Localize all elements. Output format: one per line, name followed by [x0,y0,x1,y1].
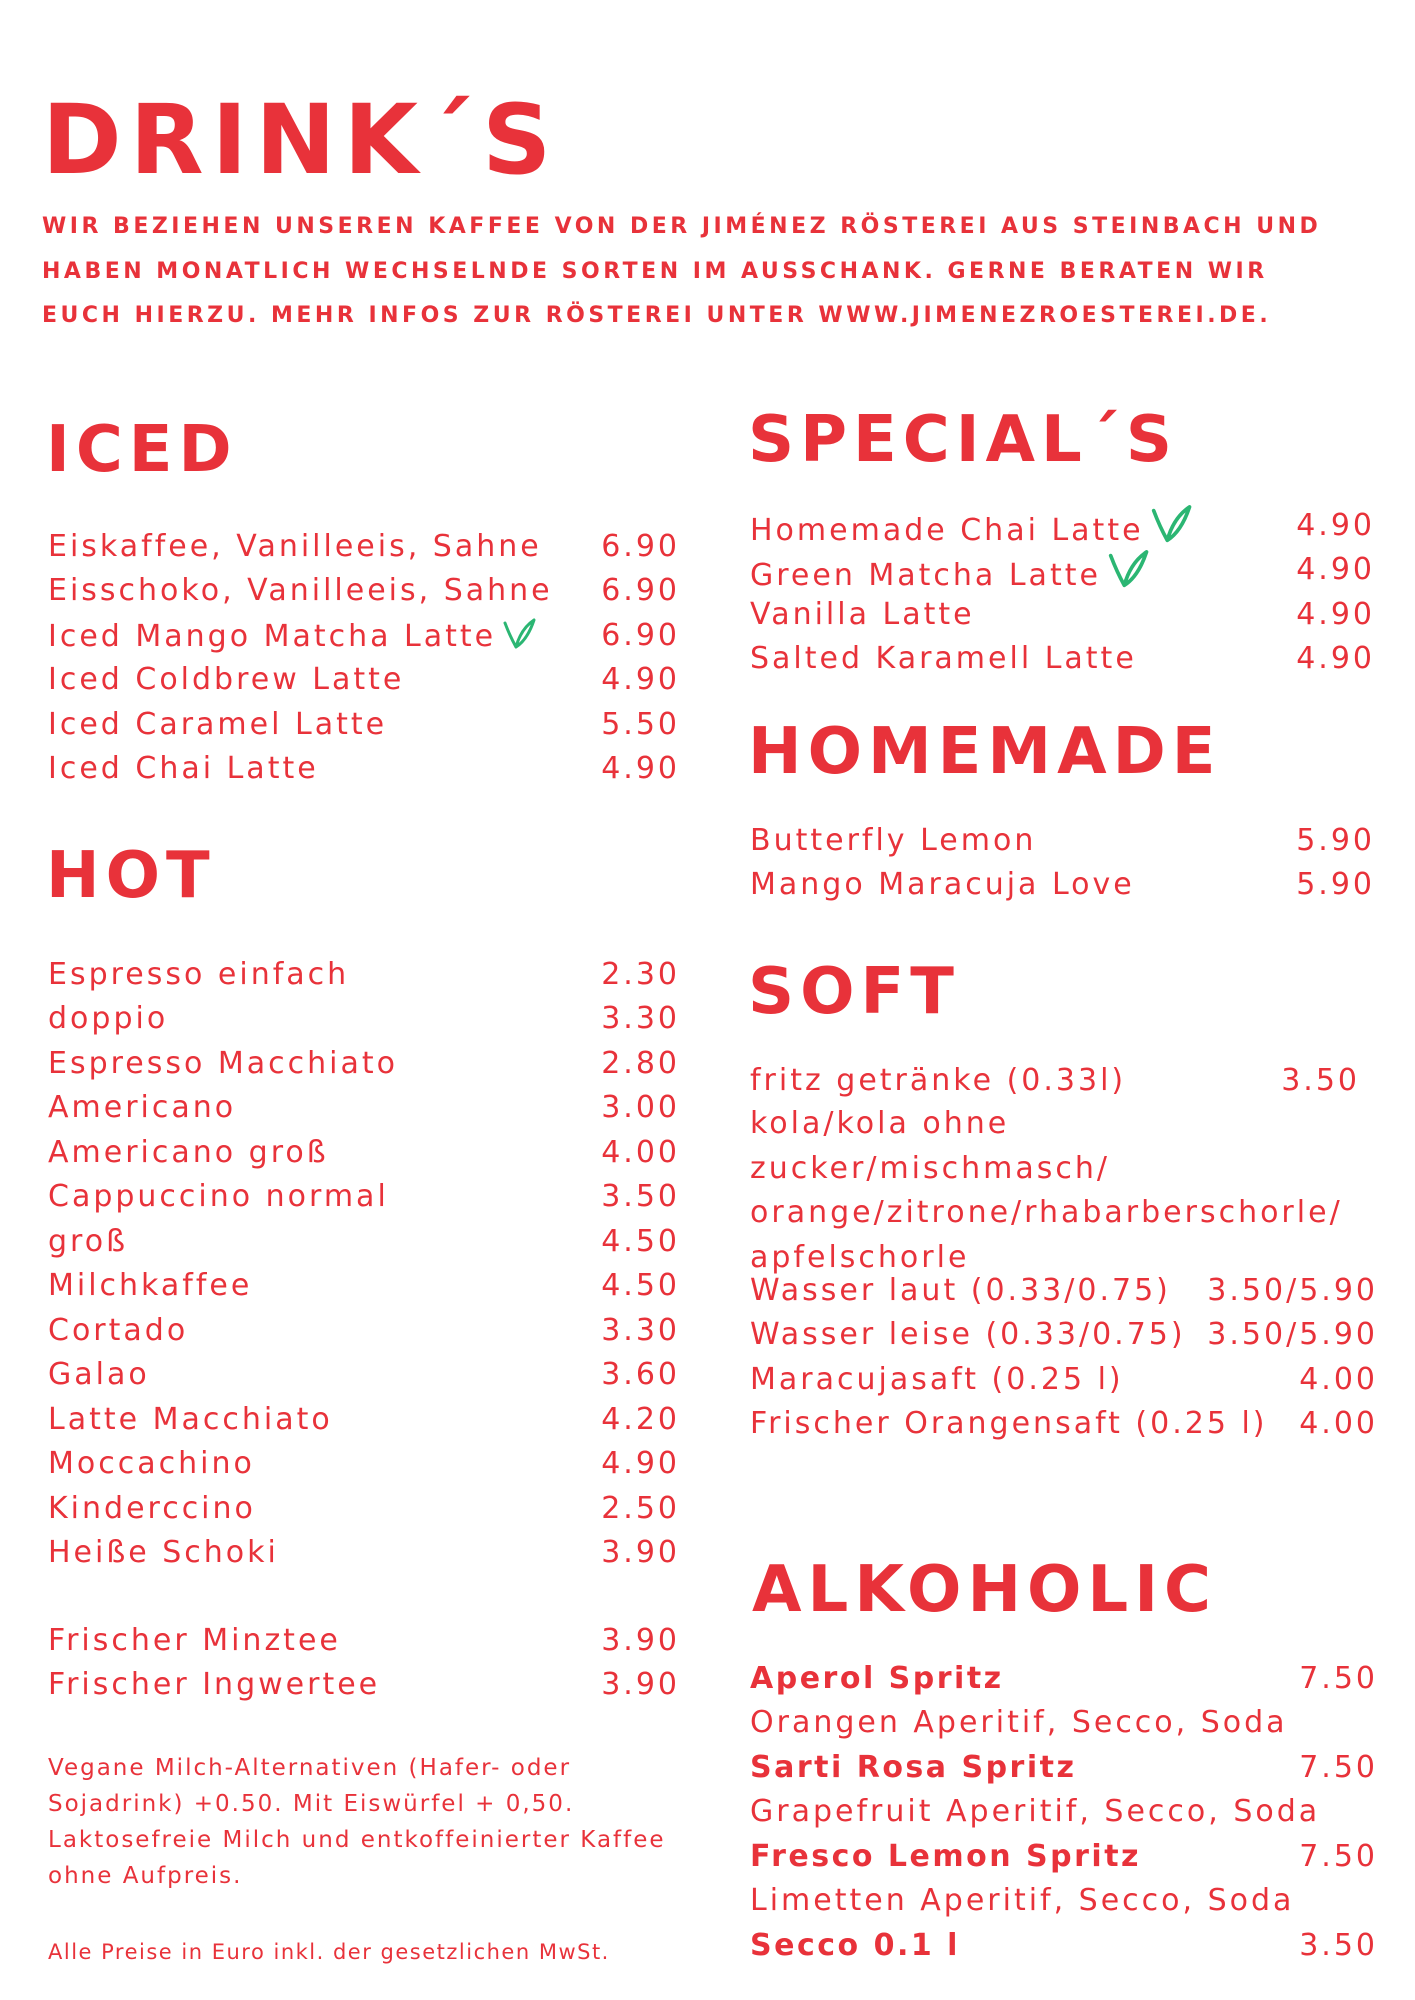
item-name: Heiße Schoki [48,1535,279,1571]
menu-item [750,1656,1378,1701]
item-name: Frischer Orangensaft (0.25 l) [750,1406,1268,1442]
item-price: 3.50 [1299,1927,1378,1963]
menu-item [48,747,680,792]
menu-item [48,1397,680,1442]
item-price: 3.50 [1281,1062,1360,1098]
item-price: 3.50 [601,1179,680,1215]
item-price: 4.90 [601,662,680,698]
homemade-heading: HOMEMADE [748,715,1222,789]
soft-list [750,1268,1378,1446]
item-name: Sarti Rosa Spritz [750,1749,1077,1785]
item-name: Mango Maracuja Love [750,867,1135,903]
menu-item [750,1834,1378,1879]
item-name: Eiskaffee, Vanilleeis, Sahne [48,528,542,564]
item-name: Wasser leise (0.33/0.75) [750,1317,1186,1353]
intro-text: WIR BEZIEHEN UNSEREN KAFFEE VON DER JIMÉNEZ RÖSTEREI AUS STEINBACH UND HABEN MONATLICH WECHSELNDE SORTEN IM AUSSCHANK. GERNE BERATEN WIR EUCH HIERZU. MEHR INFOS ZUR RÖSTEREI UNTER WWW.JIMENEZROESTEREI.DE. [42,214,1322,329]
hot-list [48,952,680,1575]
item-price: 3.30 [601,1312,680,1348]
menu-item [48,1308,680,1353]
fritz-item [750,1058,1360,1103]
menu-item [48,569,680,614]
item-name: Maracujasaft (0.25 l) [750,1361,1124,1397]
item-name: Galao [48,1357,150,1393]
menu-item [750,1357,1378,1402]
menu-item [750,637,1375,682]
item-price: 4.50 [601,1268,680,1304]
item-name: Eisschoko, Vanilleeis, Sahne [48,573,553,609]
item-price: 2.80 [601,1045,680,1081]
item-price: 7.50 [1299,1749,1378,1785]
menu-item [48,997,680,1042]
item-price: 4.90 [1296,552,1375,588]
item-name: Latte Macchiato [48,1401,333,1437]
item-price: 4.90 [1296,596,1375,632]
item-price: 3.90 [601,1622,680,1658]
alkoholic-list [750,1656,1378,1968]
item-name: Wasser laut (0.33/0.75) [750,1272,1171,1308]
item-price: 3.90 [601,1667,680,1703]
item-price: 6.90 [601,528,680,564]
hot-heading: HOT [46,839,216,913]
item-description [750,1790,1378,1835]
item-name: Vanilla Latte [750,596,975,632]
menu-item [48,1663,680,1708]
menu-item [48,658,680,703]
iced-list [48,524,680,791]
leaf-icon [1107,547,1149,589]
alkoholic-heading: ALKOHOLIC [752,1553,1217,1627]
menu-item [750,1923,1378,1968]
item-price: 6.90 [601,573,680,609]
item-name: Iced Chai Latte [48,751,319,787]
menu-item [48,1130,680,1175]
item-price: 4.90 [601,751,680,787]
item-name: Fresco Lemon Spritz [750,1838,1142,1874]
item-price: 2.30 [601,956,680,992]
menu-item [48,1219,680,1264]
menu-item [750,1745,1378,1790]
menu-item [750,548,1375,593]
item-name: Espresso Macchiato [48,1045,399,1081]
menu-item [48,524,680,569]
item-name: Iced Mango Matcha Latte [48,619,497,655]
soft-heading: SOFT [748,955,960,1029]
item-price: 3.00 [601,1090,680,1126]
menu-item [48,1264,680,1309]
menu-item [750,1313,1378,1358]
item-name: groß [48,1223,128,1259]
menu-item [750,592,1375,637]
item-name: Frischer Ingwertee [48,1667,381,1703]
item-price: 3.90 [601,1535,680,1571]
menu-item [48,1618,680,1663]
homemade-list [750,818,1375,907]
item-price: 5.90 [1296,822,1375,858]
menu-item [750,1402,1378,1447]
item-name: Green Matcha Latte [750,557,1101,593]
item-name: Iced Caramel Latte [48,706,388,742]
menu-item [48,952,680,997]
item-name: Americano [48,1090,237,1126]
item-name: Cappuccino normal [48,1179,389,1215]
menu-item [48,1486,680,1531]
menu-item [48,1175,680,1220]
fritz-flavors: kola/kola ohne zucker/mischmasch/ orange/zitrone/rhabarberschorle/ apfelschorle [750,1106,1343,1275]
item-name: Americano groß [48,1134,329,1170]
item-price: 4.90 [1296,641,1375,677]
menu-item [48,1086,680,1131]
item-price: 4.00 [1299,1361,1378,1397]
item-price: 3.50/5.90 [1207,1272,1378,1308]
item-price: 3.60 [601,1357,680,1393]
item-name: Espresso einfach [48,956,350,992]
item-price: 7.50 [1299,1660,1378,1696]
item-price: 3.50/5.90 [1207,1317,1378,1353]
milk-note: Vegane Milch-Alternativen (Hafer- oder Sojadrink) +0.50. Mit Eiswürfel + 0,50. Laktosefreie Milch und entkoffeinierter Kaffee ohne Aufpreis. [48,1755,666,1889]
menu-item [48,1442,680,1487]
menu-item [750,503,1375,548]
iced-heading: ICED [46,413,238,487]
item-price: 4.50 [601,1223,680,1259]
item-price: 5.50 [601,706,680,742]
item-name: fritz getränke (0.33l) [750,1062,1127,1098]
menu-item [48,1531,680,1576]
vat-note: Alle Preise in Euro inkl. der gesetzlichen MwSt. [48,1940,610,1964]
item-description [750,1879,1378,1924]
item-name: Cortado [48,1312,189,1348]
item-price: 3.30 [601,1001,680,1037]
menu-item [48,1041,680,1086]
item-name: Frischer Minztee [48,1622,341,1658]
specials-heading: SPECIAL´S [748,403,1178,477]
description-text: Grapefruit Aperitif, Secco, Soda [750,1794,1321,1830]
description-text: Orangen Aperitif, Secco, Soda [750,1705,1288,1741]
leaf-icon [502,616,536,650]
menu-item [750,1058,1360,1103]
specials-list [750,503,1375,681]
menu-item [750,1268,1378,1313]
tea-list [48,1618,680,1707]
menu-item [48,613,680,658]
item-price: 6.90 [601,617,680,653]
item-price: 4.20 [601,1401,680,1437]
leaf-icon [1150,502,1192,544]
item-name: Secco 0.1 l [750,1927,960,1963]
item-price: 5.90 [1296,867,1375,903]
item-name: Salted Karamell Latte [750,641,1137,677]
item-name: Moccachino [48,1446,255,1482]
item-name: Butterfly Lemon [750,822,1037,858]
menu-item [750,818,1375,863]
description-text: Limetten Aperitif, Secco, Soda [750,1883,1295,1919]
item-name: Homemade Chai Latte [750,513,1144,549]
item-name: Aperol Spritz [750,1660,1004,1696]
item-description [750,1701,1378,1746]
item-price: 2.50 [601,1490,680,1526]
item-price: 4.00 [601,1134,680,1170]
item-price: 7.50 [1299,1838,1378,1874]
item-name: doppio [48,1001,169,1037]
item-name: Milchkaffee [48,1268,253,1304]
menu-item [48,702,680,747]
item-price: 4.90 [601,1446,680,1482]
item-name: Iced Coldbrew Latte [48,662,405,698]
item-price: 4.00 [1299,1406,1378,1442]
page-title: DRINK´S [42,84,560,196]
item-price: 4.90 [1296,507,1375,543]
menu-item [48,1353,680,1398]
menu-item [750,863,1375,908]
item-name: Kinderccino [48,1490,256,1526]
